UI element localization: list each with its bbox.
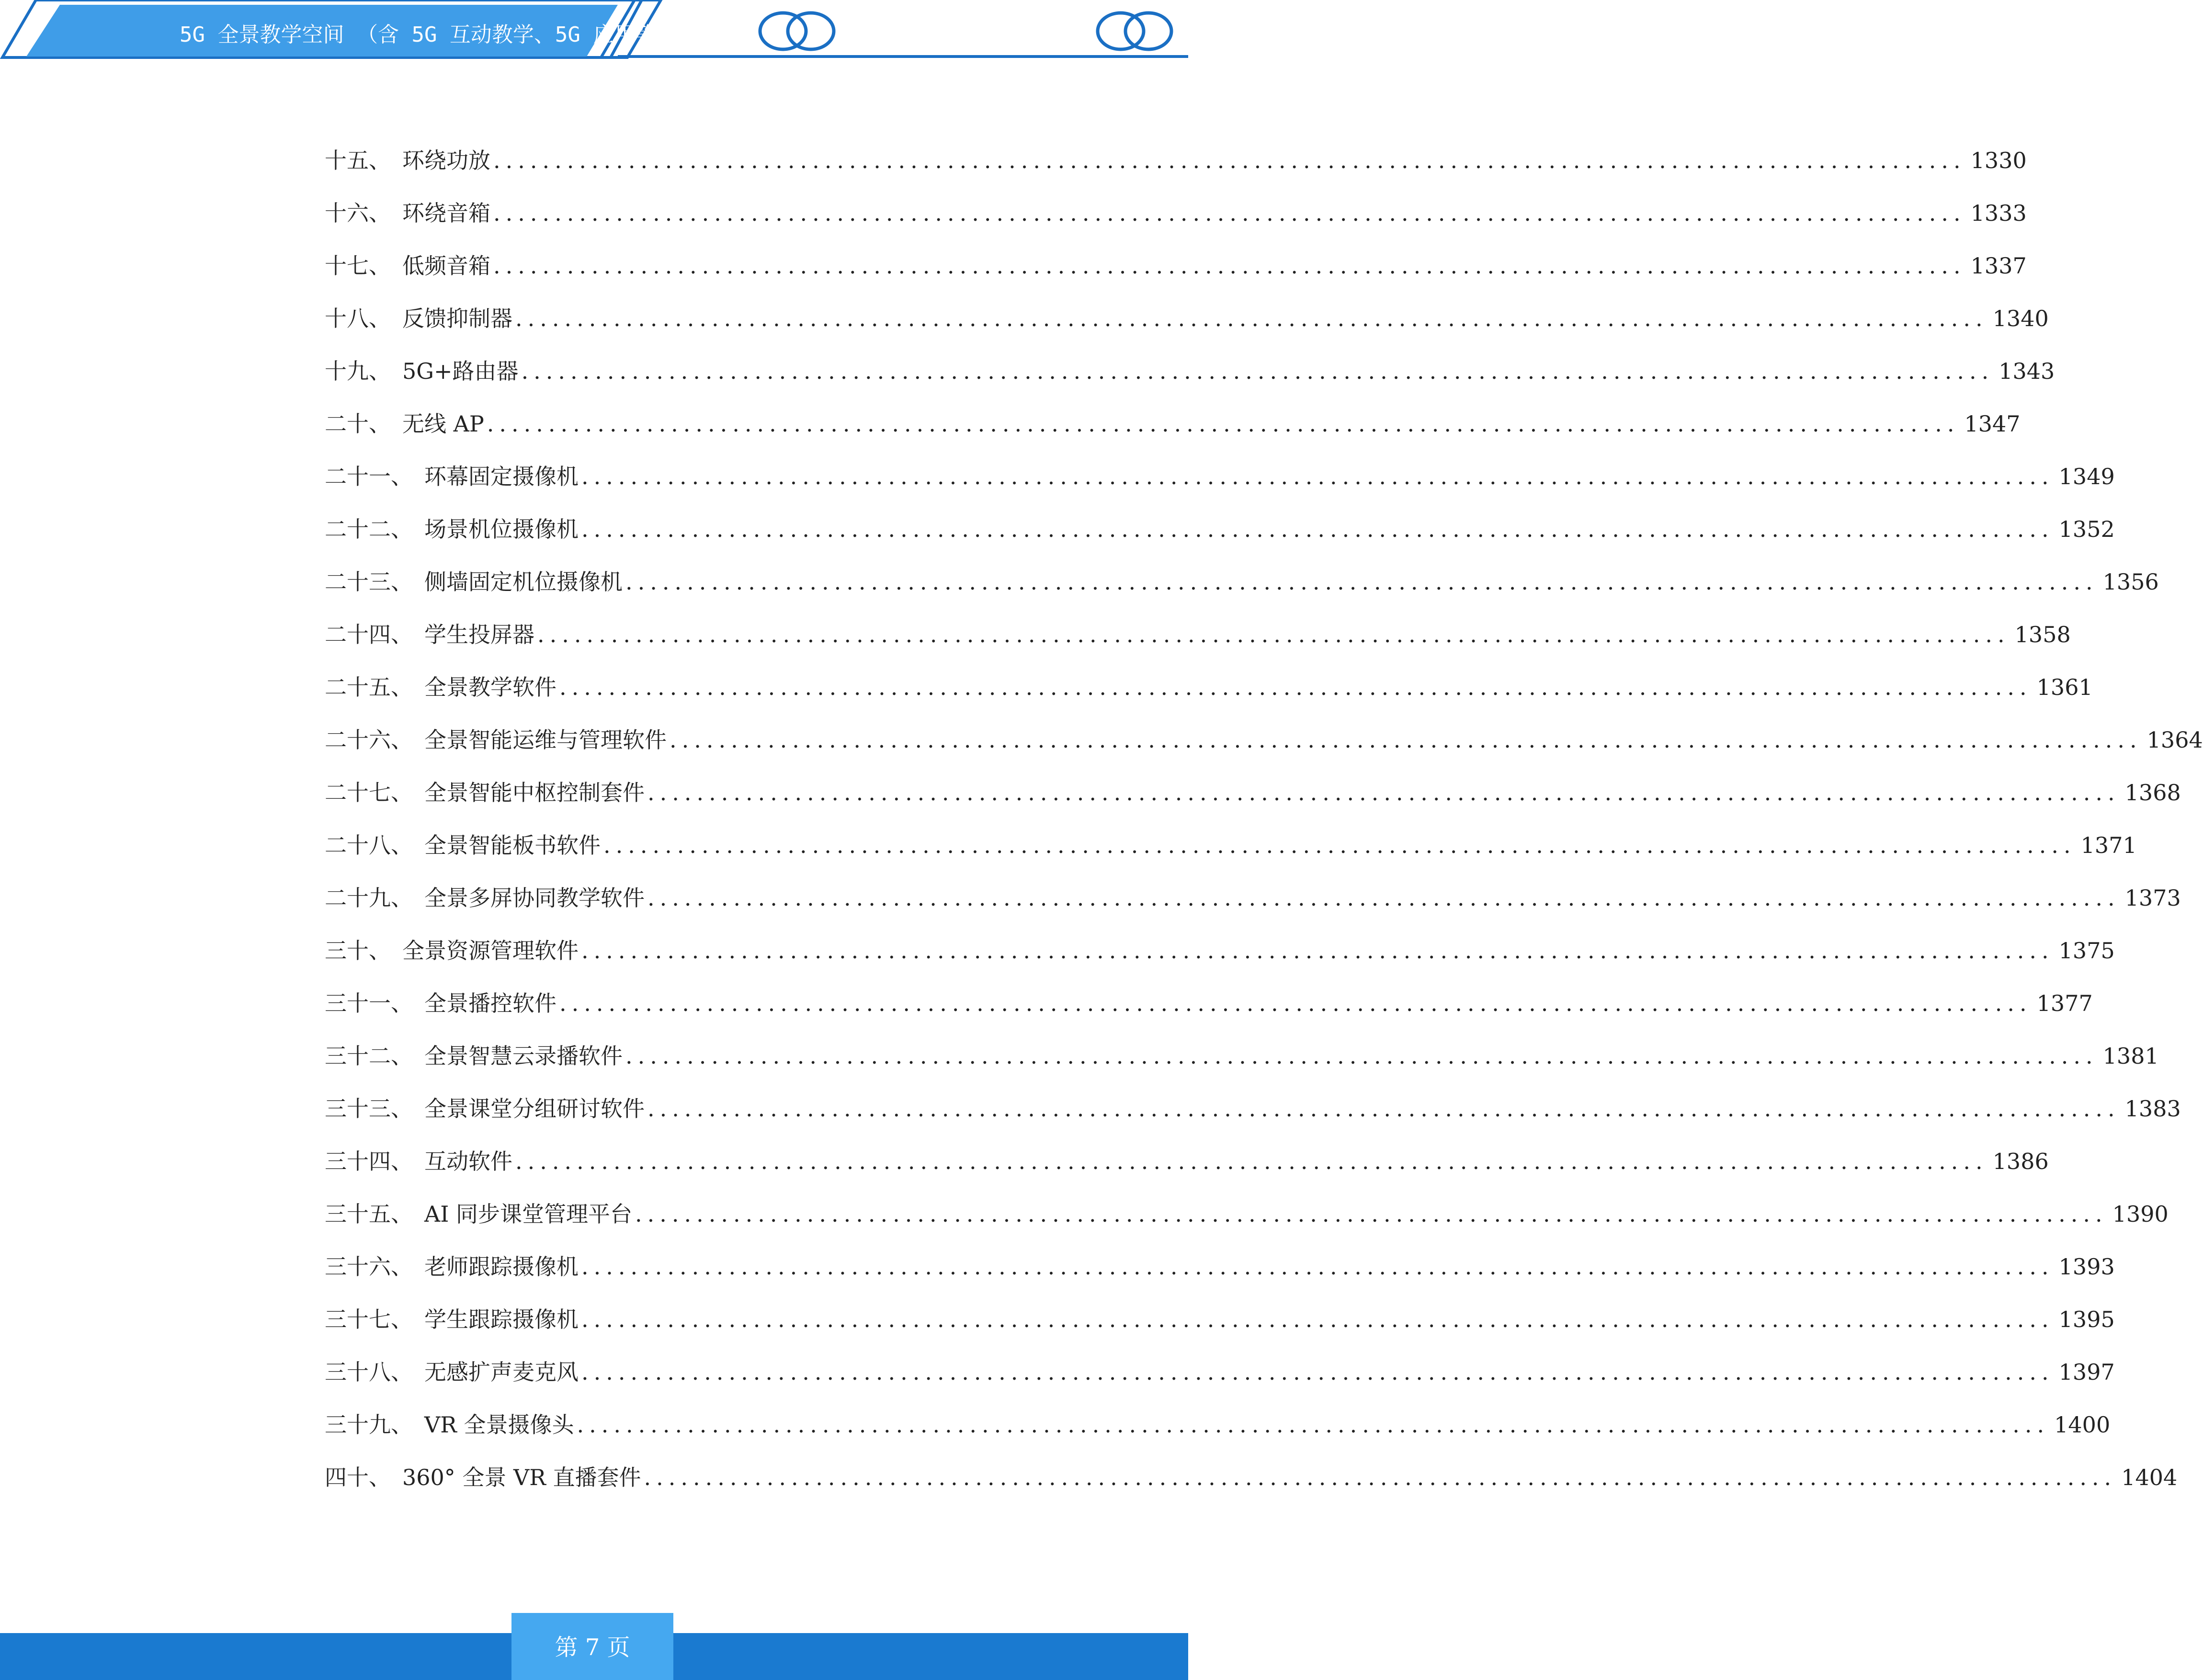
toc-entry-title: 5G+路由器 bbox=[402, 358, 519, 384]
toc-entry-number: 二十六、 bbox=[325, 727, 413, 753]
toc-leader-dots: ........................................................................................................................ bbox=[521, 358, 1994, 384]
toc-entry[interactable] bbox=[325, 1346, 2115, 1398]
toc-entry-page: 1364 bbox=[2146, 727, 2203, 753]
toc-entry-page: 1358 bbox=[2014, 622, 2071, 647]
toc-entry-number: 四十、 bbox=[325, 1464, 391, 1490]
toc-entry-number: 三十九、 bbox=[325, 1412, 413, 1438]
toc-entry-page: 1340 bbox=[1992, 306, 2049, 331]
toc-entry-page: 1404 bbox=[2121, 1464, 2178, 1490]
toc-entry-title: 反馈抑制器 bbox=[402, 306, 512, 331]
toc-leader-dots: ........................................................................................................................ bbox=[515, 1148, 1988, 1174]
toc-leader-dots: ........................................................................................................................ bbox=[487, 411, 1960, 437]
toc-entry[interactable] bbox=[325, 1398, 2111, 1451]
toc-entry[interactable] bbox=[325, 661, 2093, 714]
toc-leader-dots: ........................................................................................................................ bbox=[515, 306, 1988, 331]
toc-leader-dots: ........................................................................................................................ bbox=[625, 569, 2098, 595]
toc-entry[interactable] bbox=[325, 292, 2049, 345]
toc-entry[interactable] bbox=[325, 1135, 2049, 1188]
toc-leader-dots: ........................................................................................................................ bbox=[537, 622, 2010, 647]
toc-entry-number: 二十四、 bbox=[325, 622, 413, 647]
toc-entry-number: 二十九、 bbox=[325, 885, 413, 911]
toc-leader-dots: ........................................................................................................................ bbox=[644, 1464, 2117, 1490]
toc-entry-title: 全景课堂分组研讨软件 bbox=[424, 1096, 645, 1122]
toc-entry-page: 1343 bbox=[1999, 358, 2055, 384]
toc-entry-title: 互动软件 bbox=[424, 1148, 512, 1174]
toc-entry[interactable] bbox=[325, 1240, 2115, 1293]
toc-leader-dots: ........................................................................................................................ bbox=[647, 885, 2120, 911]
toc-leader-dots: ........................................................................................................................ bbox=[493, 148, 1966, 173]
toc-entry-number: 三十七、 bbox=[325, 1306, 413, 1332]
toc-entry-page: 1393 bbox=[2058, 1254, 2115, 1280]
toc-entry-title: 全景智慧云录播软件 bbox=[424, 1043, 623, 1069]
toc-entry-page: 1349 bbox=[2058, 464, 2115, 489]
toc-entry[interactable] bbox=[325, 872, 2181, 924]
toc-entry-number: 十七、 bbox=[325, 253, 391, 279]
toc-leader-dots: ........................................................................................................................ bbox=[559, 990, 2032, 1016]
toc-entry-title: 环绕功放 bbox=[402, 148, 490, 173]
toc-leader-dots: ........................................................................................................................ bbox=[670, 727, 2142, 753]
toc-entry-page: 1333 bbox=[1970, 200, 2027, 226]
toc-entry-page: 1330 bbox=[1970, 148, 2027, 173]
toc-leader-dots: ........................................................................................................................ bbox=[635, 1201, 2108, 1227]
toc-entry-title: 侧墙固定机位摄像机 bbox=[424, 569, 623, 595]
toc-entry-title: VR 全景摄像头 bbox=[424, 1412, 574, 1438]
toc-entry[interactable] bbox=[325, 239, 2027, 292]
toc-leader-dots: ........................................................................................................................ bbox=[581, 938, 2054, 964]
toc-leader-dots: ........................................................................................................................ bbox=[603, 832, 2076, 858]
toc-entry-page: 1371 bbox=[2080, 832, 2137, 858]
toc-entry[interactable] bbox=[325, 503, 2115, 556]
toc-entry-number: 三十八、 bbox=[325, 1359, 413, 1385]
toc-entry-number: 十六、 bbox=[325, 200, 391, 226]
toc-entry-page: 1352 bbox=[2058, 516, 2115, 542]
toc-entry-number: 三十一、 bbox=[325, 990, 413, 1016]
toc-entry-number: 三十五、 bbox=[325, 1201, 413, 1227]
toc-entry-number: 三十三、 bbox=[325, 1096, 413, 1122]
double-ring-icon bbox=[754, 10, 840, 53]
toc-leader-dots: ........................................................................................................................ bbox=[581, 1359, 2054, 1385]
toc-entry-number: 三十四、 bbox=[325, 1148, 413, 1174]
page-number: 第 7 页 bbox=[555, 1634, 630, 1661]
toc-leader-dots: ........................................................................................................................ bbox=[625, 1043, 2098, 1069]
toc-entry-title: 全景智能板书软件 bbox=[424, 832, 601, 858]
toc-entry-title: 360° 全景 VR 直播套件 bbox=[402, 1464, 641, 1490]
toc-leader-dots: ........................................................................................................................ bbox=[577, 1412, 2050, 1438]
toc-entry-number: 三十二、 bbox=[325, 1043, 413, 1069]
toc-leader-dots: ........................................................................................................................ bbox=[493, 200, 1966, 226]
page-header bbox=[0, 0, 1188, 62]
toc-entry-number: 十九、 bbox=[325, 358, 391, 384]
toc-entry[interactable] bbox=[325, 1451, 2178, 1504]
toc-entry[interactable] bbox=[325, 608, 2071, 661]
toc-entry-page: 1383 bbox=[2124, 1096, 2181, 1122]
toc-entry-page: 1361 bbox=[2036, 674, 2093, 700]
toc-entry[interactable] bbox=[325, 1030, 2159, 1082]
toc-entry-page: 1381 bbox=[2102, 1043, 2159, 1069]
toc-entry[interactable] bbox=[325, 187, 2027, 239]
toc-entry[interactable] bbox=[325, 1188, 2169, 1240]
double-ring-icon bbox=[1092, 10, 1178, 53]
toc-entry-page: 1373 bbox=[2124, 885, 2181, 911]
toc-entry-number: 二十二、 bbox=[325, 516, 413, 542]
toc-leader-dots: ........................................................................................................................ bbox=[647, 780, 2120, 806]
toc-entry-number: 二十三、 bbox=[325, 569, 413, 595]
toc-leader-dots: ........................................................................................................................ bbox=[647, 1096, 2120, 1122]
toc-entry-number: 三十六、 bbox=[325, 1254, 413, 1280]
toc-entry[interactable] bbox=[325, 977, 2093, 1030]
toc-entry-title: 环绕音箱 bbox=[402, 200, 490, 226]
toc-leader-dots: ........................................................................................................................ bbox=[581, 1306, 2054, 1332]
toc-entry-title: 低频音箱 bbox=[402, 253, 490, 279]
toc-entry[interactable] bbox=[325, 397, 2021, 450]
toc-entry-title: 场景机位摄像机 bbox=[424, 516, 579, 542]
toc-entry-title: 全景智能中枢控制套件 bbox=[424, 780, 645, 806]
toc-entry[interactable] bbox=[325, 556, 2159, 608]
toc-entry-number: 二十七、 bbox=[325, 780, 413, 806]
toc-entry[interactable] bbox=[325, 924, 2115, 977]
toc-entry-title: 环幕固定摄像机 bbox=[424, 464, 579, 489]
toc-entry-number: 二十八、 bbox=[325, 832, 413, 858]
toc-entry-page: 1395 bbox=[2058, 1306, 2115, 1332]
toc-entry-page: 1375 bbox=[2058, 938, 2115, 964]
toc-entry-title: 全景播控软件 bbox=[424, 990, 556, 1016]
toc-entry[interactable] bbox=[325, 766, 2181, 819]
toc-entry-page: 1368 bbox=[2124, 780, 2181, 806]
toc-entry[interactable] bbox=[325, 1082, 2181, 1135]
toc-entry-title: AI 同步课堂管理平台 bbox=[424, 1201, 633, 1227]
toc-entry-page: 1347 bbox=[1964, 411, 2021, 437]
toc-entry-number: 二十、 bbox=[325, 411, 391, 437]
toc-entry[interactable] bbox=[325, 819, 2137, 872]
toc-entry-title: 学生投屏器 bbox=[424, 622, 534, 647]
toc-entry-title: 老师跟踪摄像机 bbox=[424, 1254, 579, 1280]
toc-entry-number: 二十一、 bbox=[325, 464, 413, 489]
toc-entry-number: 十五、 bbox=[325, 148, 391, 173]
toc-entry[interactable] bbox=[325, 345, 2055, 397]
toc-entry[interactable] bbox=[325, 450, 2115, 503]
toc-entry-page: 1386 bbox=[1992, 1148, 2049, 1174]
toc-leader-dots: ........................................................................................................................ bbox=[493, 253, 1966, 279]
toc-entry-number: 三十、 bbox=[325, 938, 391, 964]
header-title: 5G 全景教学空间 （含 5G 互动教学、5G 应用等） bbox=[180, 23, 678, 47]
toc-entry[interactable] bbox=[325, 134, 2027, 187]
toc-entry-title: 无线 AP bbox=[402, 411, 484, 437]
toc-entry-title: 无感扩声麦克风 bbox=[424, 1359, 579, 1385]
table-of-contents bbox=[325, 134, 2203, 1504]
toc-entry-title: 学生跟踪摄像机 bbox=[424, 1306, 579, 1332]
toc-entry-number: 二十五、 bbox=[325, 674, 413, 700]
toc-entry-page: 1356 bbox=[2102, 569, 2159, 595]
toc-leader-dots: ........................................................................................................................ bbox=[581, 1254, 2054, 1280]
toc-leader-dots: ........................................................................................................................ bbox=[559, 674, 2032, 700]
toc-entry-title: 全景资源管理软件 bbox=[402, 938, 579, 964]
toc-leader-dots: ........................................................................................................................ bbox=[581, 516, 2054, 542]
toc-entry-page: 1400 bbox=[2054, 1412, 2111, 1438]
toc-entry-title: 全景教学软件 bbox=[424, 674, 556, 700]
toc-entry[interactable] bbox=[325, 714, 2203, 766]
toc-leader-dots: ........................................................................................................................ bbox=[581, 464, 2054, 489]
toc-entry-page: 1377 bbox=[2036, 990, 2093, 1016]
toc-entry-page: 1397 bbox=[2058, 1359, 2115, 1385]
toc-entry-page: 1390 bbox=[2112, 1201, 2169, 1227]
toc-entry-number: 十八、 bbox=[325, 306, 391, 331]
toc-entry-title: 全景多屏协同教学软件 bbox=[424, 885, 645, 911]
toc-entry-page: 1337 bbox=[1970, 253, 2027, 279]
toc-entry[interactable] bbox=[325, 1293, 2115, 1346]
toc-entry-title: 全景智能运维与管理软件 bbox=[424, 727, 667, 753]
